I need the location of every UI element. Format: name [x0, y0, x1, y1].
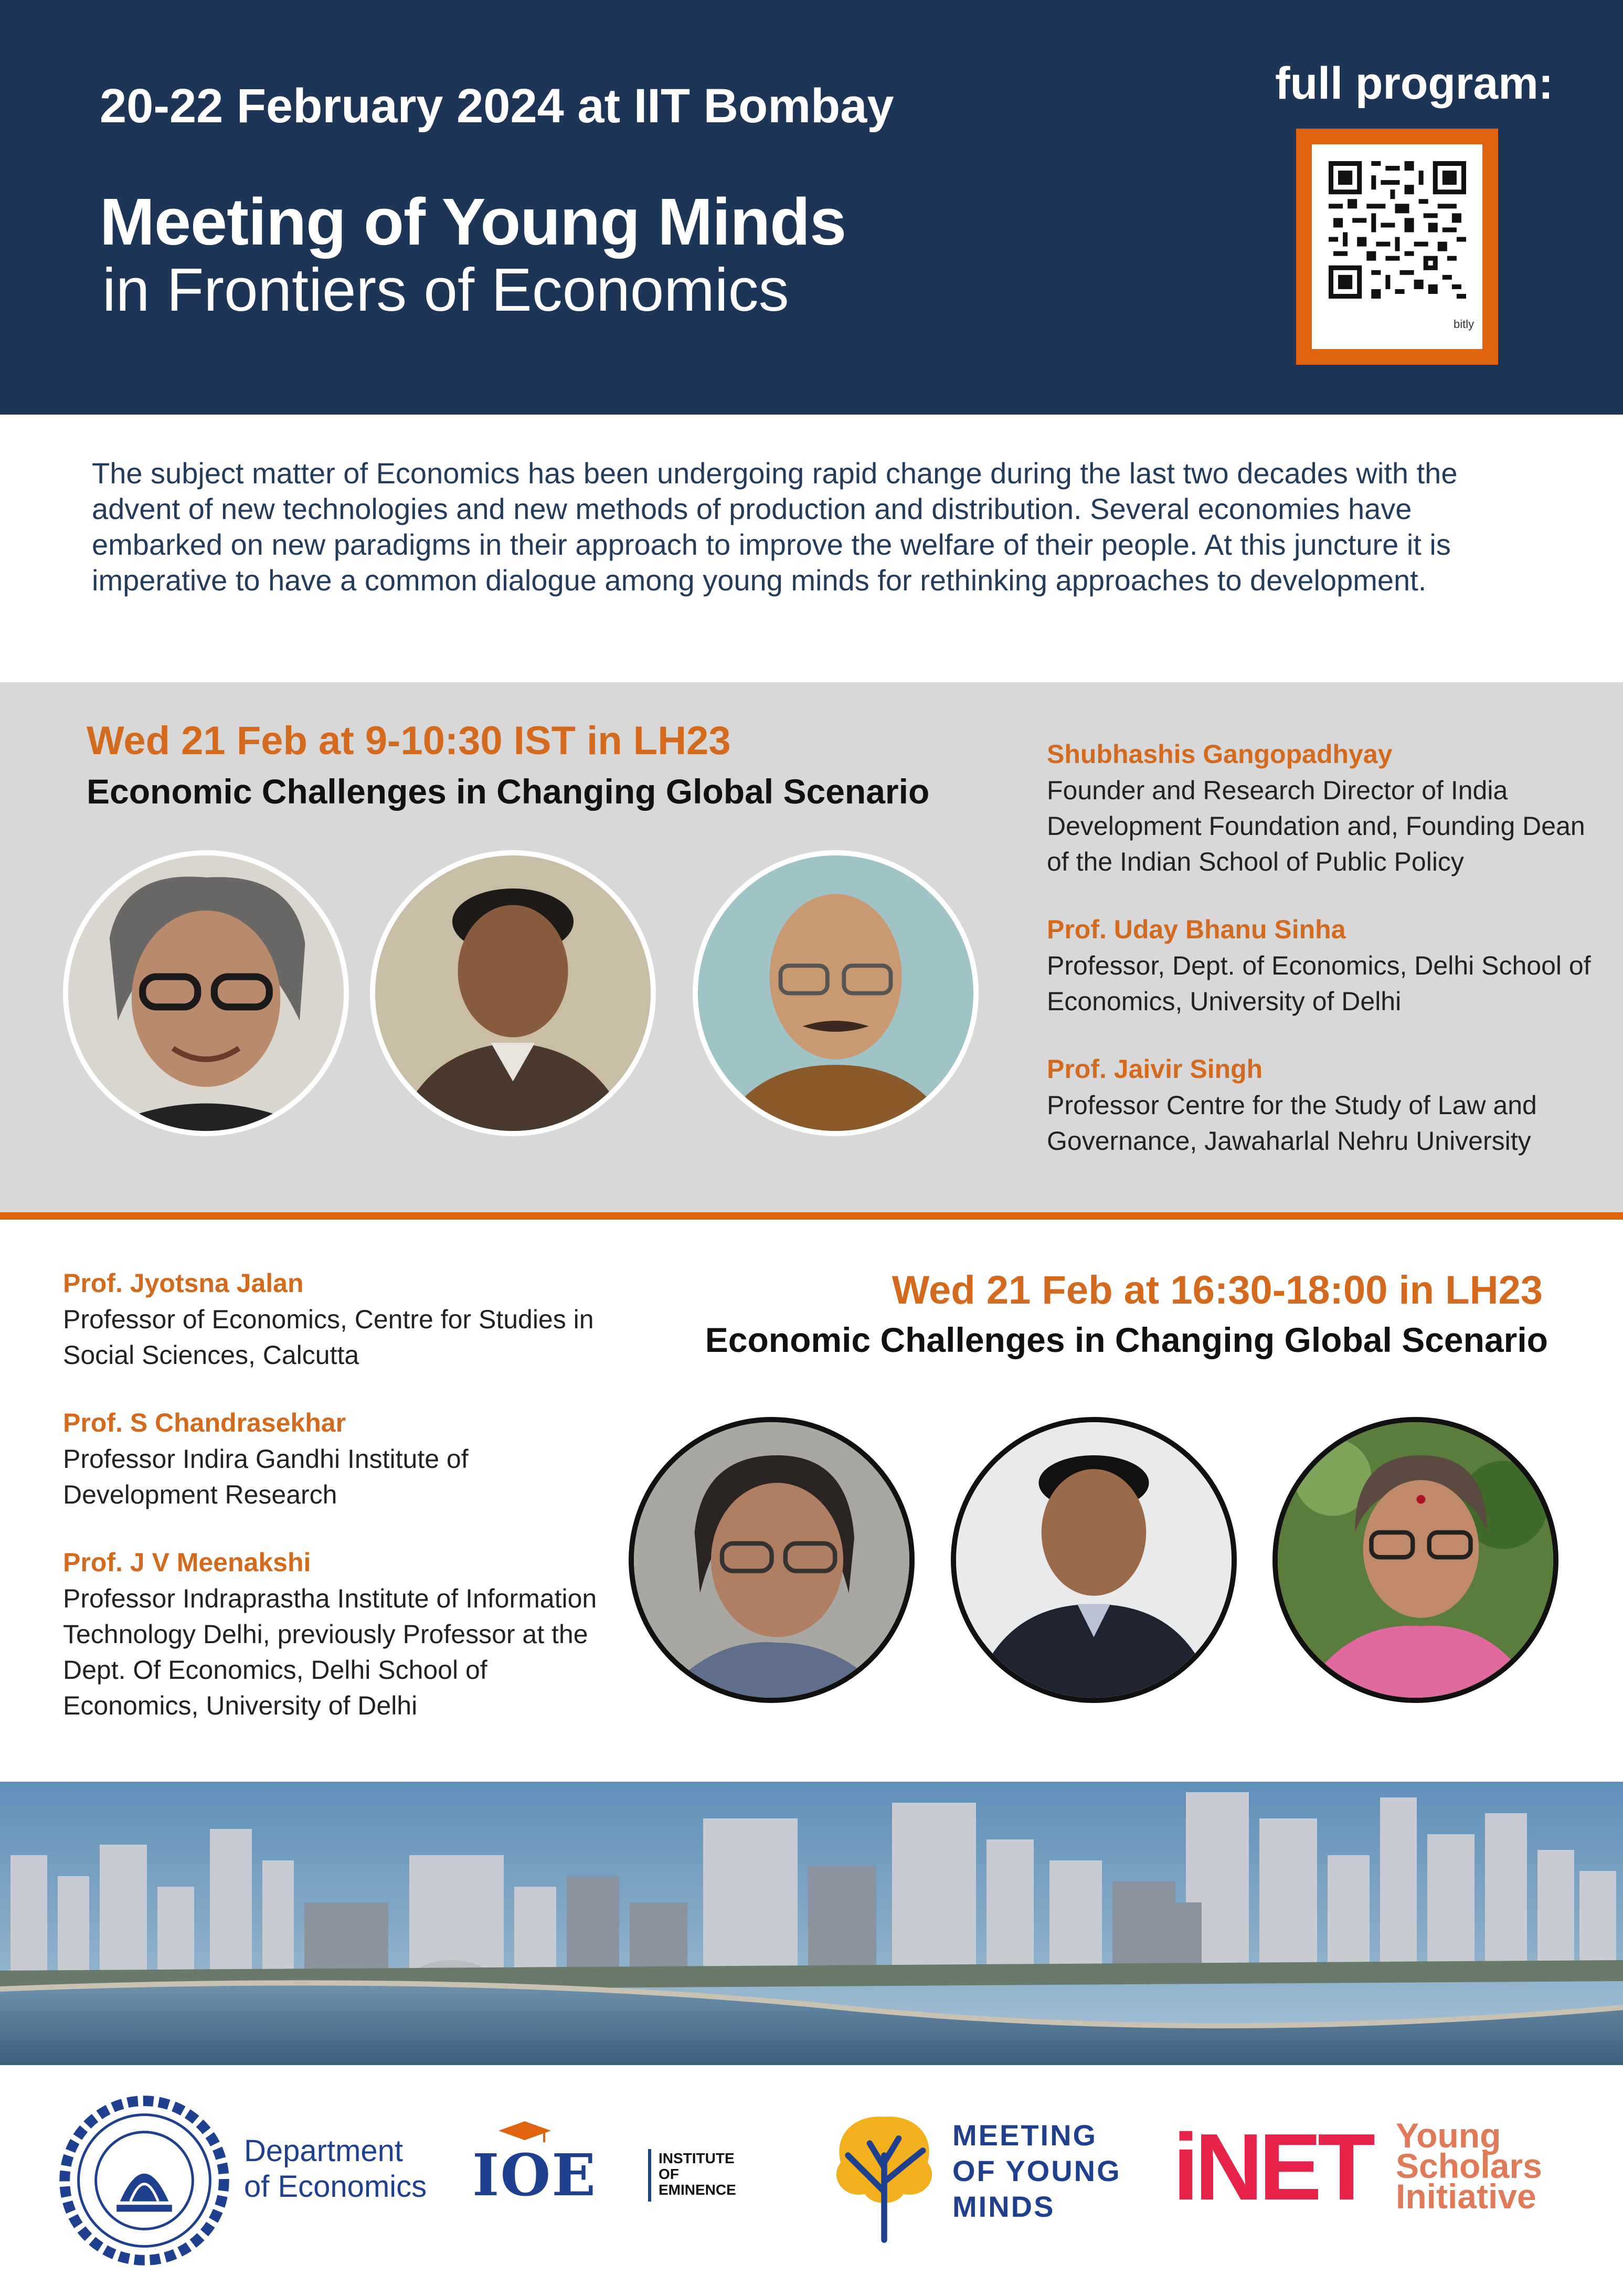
dept-line-1: Department	[244, 2134, 404, 2168]
department-of-economics-label	[244, 2133, 427, 2205]
speaker-name: Prof. S Chandrasekhar	[63, 1408, 346, 1437]
speaker-affiliation: Professor Centre for the Study of Law and Governance, Jawaharlal Nehru University	[1047, 1091, 1537, 1156]
ysi-line-3: Initiative	[1396, 2177, 1536, 2216]
city-skyline-image	[0, 1782, 1623, 2065]
young-scholars-initiative-logo	[1396, 2116, 1542, 2216]
speaker-affiliation: Professor Indraprastha Institute of Information Technology Delhi, previously Professor at the Dept. Of Economics, Delhi School of Economics, University of Delhi	[63, 1584, 597, 1720]
ioe-logo	[472, 2120, 777, 2209]
ioe-line-1: INSTITUTE	[659, 2150, 735, 2166]
session-2-time: Wed 21 Feb at 16:30-18:00 in LH23	[892, 1268, 1543, 1313]
ioe-divider	[648, 2149, 651, 2202]
event-subtitle: in Frontiers of Economics	[102, 256, 789, 324]
session-2-speaker-list	[63, 1268, 609, 1723]
ioe-mark: IOE	[472, 2141, 597, 2209]
speaker-photo-jalan	[629, 1417, 915, 1703]
speaker-name: Prof. Jaivir Singh	[1047, 1054, 1263, 1084]
speaker-name: Prof. Uday Bhanu Sinha	[1047, 915, 1346, 944]
header-banner	[0, 0, 1623, 415]
speaker-affiliation: Professor, Dept. of Economics, Delhi School of Economics, University of Delhi	[1047, 951, 1591, 1016]
session-1-title: Economic Challenges in Changing Global Scenario	[87, 772, 930, 811]
intro-paragraph: The subject matter of Economics has been undergoing rapid change during the last two decades with the advent of new technologies and new methods of production and distribution. Several economies have embarked on new paradigms in their approach to improve the welfare of their people. At this juncture it is imperative to have a common dialogue among young minds for rethinking approaches to development.	[92, 457, 1458, 597]
qr-code-icon	[1329, 161, 1466, 299]
session-2-title: Economic Challenges in Changing Global Scenario	[705, 1320, 1548, 1359]
inet-logo: iNET	[1173, 2114, 1372, 2220]
speaker-photo-meenakshi	[1272, 1417, 1558, 1703]
speaker-name: Prof. J V Meenakshi	[63, 1548, 311, 1577]
ysi-line-1: Young	[1396, 2116, 1501, 2155]
dept-line-2: of Economics	[244, 2170, 427, 2204]
mym-line-2: OF YOUNG	[952, 2154, 1121, 2187]
meeting-of-young-minds-logo	[824, 2107, 945, 2246]
session-1-speaker-list	[1047, 739, 1593, 1159]
speaker-affiliation: Founder and Research Director of India Development Foundation and, Founding Dean of the Indian School of Public Policy	[1047, 776, 1585, 876]
mym-wordmark	[952, 2118, 1121, 2225]
event-title: Meeting of Young Minds	[100, 185, 846, 259]
iitb-emblem-icon	[58, 2094, 231, 2267]
ioe-line-2: OF	[659, 2166, 679, 2182]
speaker-photo-chandrasekhar	[951, 1417, 1237, 1703]
speaker-photo-singh	[693, 850, 979, 1136]
full-program-label: full program:	[1275, 58, 1554, 109]
session-1-time: Wed 21 Feb at 9-10:30 IST in LH23	[87, 718, 731, 763]
speaker-affiliation: Professor of Economics, Centre for Studies in Social Sciences, Calcutta	[63, 1305, 594, 1370]
ysi-line-2: Scholars	[1396, 2146, 1542, 2185]
mym-line-1: MEETING	[952, 2119, 1098, 2152]
speaker-name: Prof. Jyotsna Jalan	[63, 1268, 304, 1298]
iitb-logo	[58, 2094, 231, 2270]
event-date: 20-22 February 2024 at IIT Bombay	[100, 79, 894, 133]
qr-caption: bitly	[1454, 318, 1475, 331]
speaker-affiliation: Professor Indira Gandhi Institute of Development Research	[63, 1444, 469, 1509]
ioe-line-3: EMINENCE	[659, 2182, 736, 2198]
tree-brain-icon	[824, 2107, 945, 2244]
speaker-photo-sinha	[370, 850, 656, 1136]
speaker-name: Shubhashis Gangopadhyay	[1047, 739, 1393, 769]
ioe-wordmark	[659, 2151, 736, 2198]
qr-code[interactable]	[1296, 129, 1498, 365]
speaker-photo-gangopadhyay	[63, 850, 349, 1136]
mym-line-3: MINDS	[952, 2190, 1055, 2223]
section-divider	[0, 1212, 1623, 1220]
